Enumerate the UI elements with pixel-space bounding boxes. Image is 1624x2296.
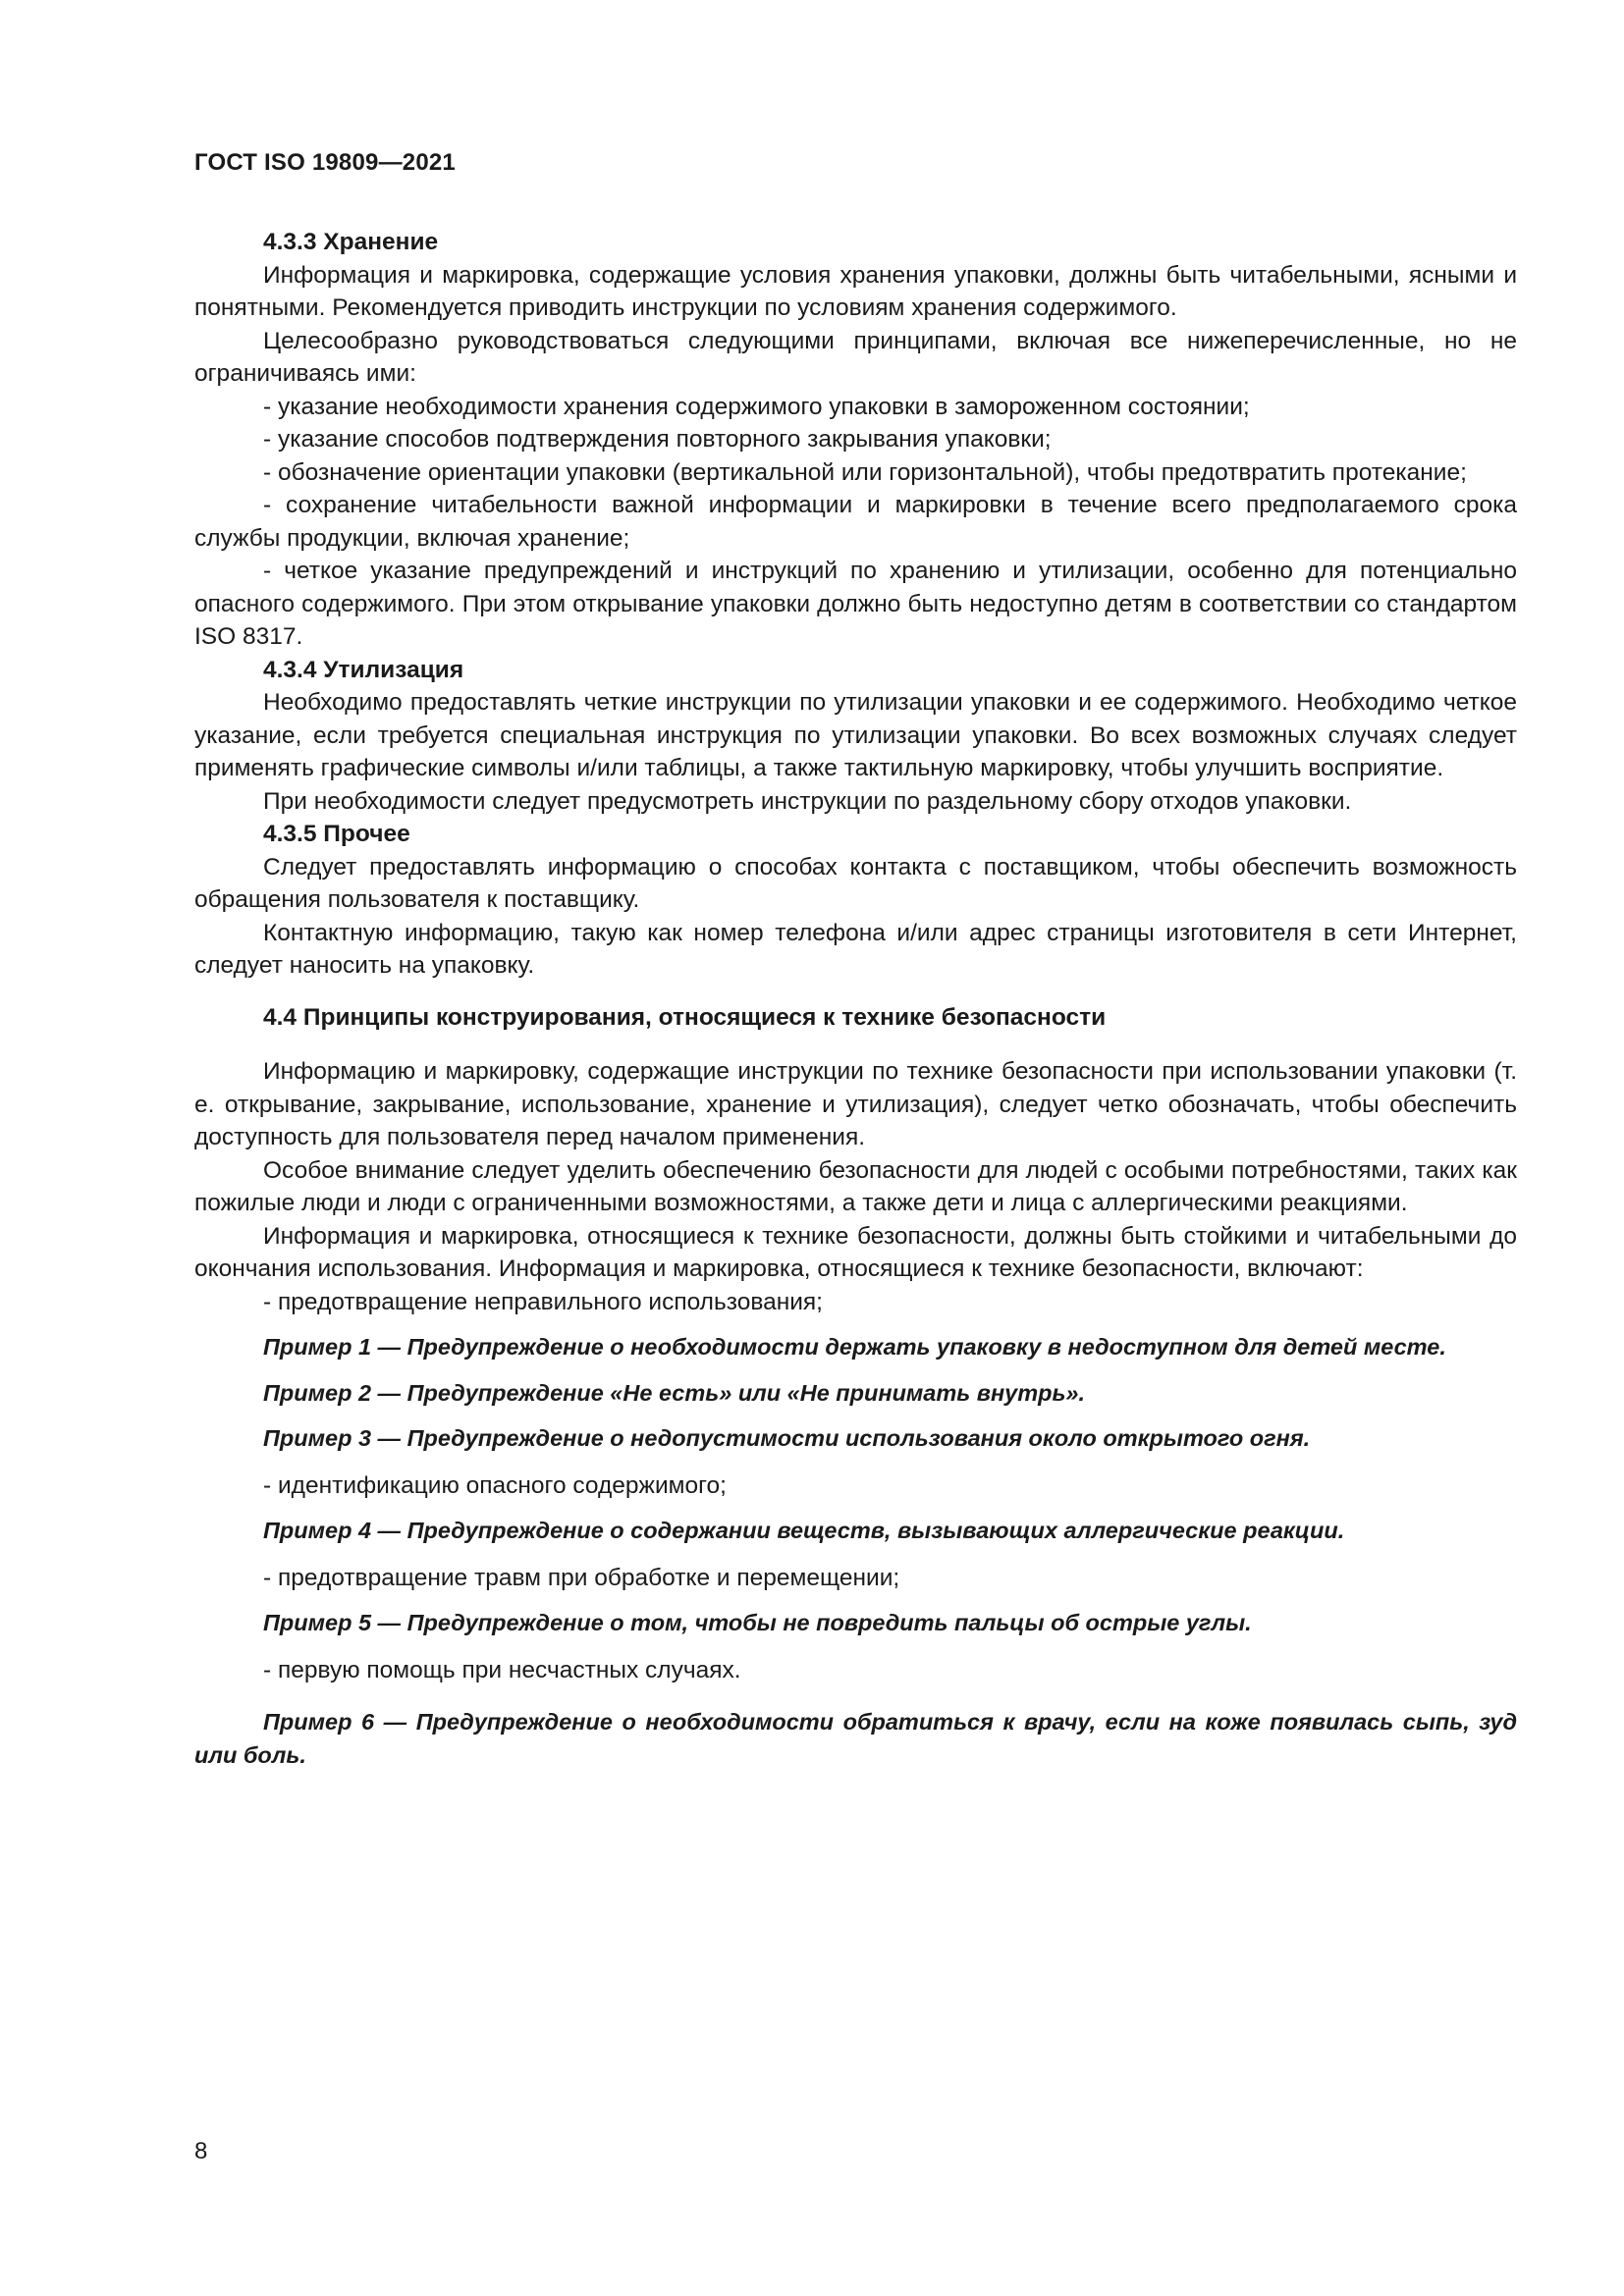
list-item: - первую помощь при несчастных случаях. xyxy=(263,1656,741,1683)
list-item: - четкое указание предупреждений и инструкций по хранению и утилизации, особенно для потенциально опасного содержимого. При этом открывание упаковки должно быть недоступно детям в соответствии со стандартом ISO 8317. xyxy=(194,558,1517,650)
list-item: - предотвращение травм при обработке и перемещении; xyxy=(263,1564,900,1591)
paragraph: При необходимости следует предусмотреть инструкции по раздельному сбору отходов упаковки. xyxy=(263,787,1352,815)
example-note: Пример 3 — Предупреждение о недопустимости использования около открытого огня. xyxy=(263,1425,1311,1451)
section-heading-4-4: 4.4 Принципы конструирования, относящиеся к технике безопасности xyxy=(263,1003,1107,1031)
paragraph: Целесообразно руководствоваться следующими принципами, включая все нижеперечисленные, но не ограничиваясь ими: xyxy=(194,327,1517,387)
example-note: Пример 2 — Предупреждение «Не есть» или «Не принимать внутрь». xyxy=(263,1379,1086,1406)
list-item: - указание необходимости хранения содержимого упаковки в замороженном состоянии; xyxy=(263,393,1250,420)
section-heading-4-3-3: 4.3.3 Хранение xyxy=(263,229,439,255)
paragraph: Необходимо предоставлять четкие инструкции по утилизации упаковки и ее содержимого. Необходимо четкое указание, если требуется специальная инструкция по утилизации упаковки. Во всех возможных случаях следует применять графические символы и/или таблицы, а также тактильную маркировку, чтобы улучшить восприятие. xyxy=(194,689,1517,781)
list-item: - предотвращение неправильного использования; xyxy=(263,1288,823,1315)
paragraph: Следует предоставлять информацию о способах контакта с поставщиком, чтобы обеспечить возможность обращения пользователя к поставщику. xyxy=(194,853,1517,913)
section-heading-4-3-5: 4.3.5 Прочее xyxy=(263,821,410,847)
paragraph: Контактную информацию, такую как номер телефона и/или адрес страницы изготовителя в сети Интернет, следует наносить на упаковку. xyxy=(194,919,1517,979)
example-note: Пример 1 — Предупреждение о необходимости держать упаковку в недоступном для детей месте. xyxy=(263,1334,1446,1360)
list-item: - обозначение ориентации упаковки (вертикальной или горизонтальной), чтобы предотвратить протекание; xyxy=(263,458,1467,486)
page-number: 8 xyxy=(194,2138,208,2164)
example-note: Пример 5 — Предупреждение о том, чтобы не повредить пальцы об острые углы. xyxy=(263,1610,1252,1635)
section-heading-4-3-4: 4.3.4 Утилизация xyxy=(263,656,464,683)
list-item: - сохранение читабельности важной информации и маркировки в течение всего предполагаемого срока службы продукции, включая хранение; xyxy=(194,492,1517,552)
page-content xyxy=(194,226,1517,1785)
example-note: Пример 4 — Предупреждение о содержании веществ, вызывающих аллергические реакции. xyxy=(263,1518,1345,1543)
paragraph: Информация и маркировка, содержащие условия хранения упаковки, должны быть читабельными, ясными и понятными. Рекомендуется приводить инструкции по условиям хранения содержимого. xyxy=(194,261,1517,321)
document-header: ГОСТ ISO 19809—2021 xyxy=(194,149,456,176)
list-item: - идентификацию опасного содержимого; xyxy=(263,1471,727,1499)
paragraph: Информацию и маркировку, содержащие инструкции по технике безопасности при использовании упаковки (т. е. открывание, закрывание, использование, хранение и утилизация), следует четко обозначать, чтобы обеспечить доступность для пользователя перед началом применения. xyxy=(194,1058,1517,1150)
list-item: - указание способов подтверждения повторного закрывания упаковки; xyxy=(263,426,1052,453)
example-note: Пример 6 — Предупреждение о необходимости обратиться к врачу, если на коже появилась сыпь, зуд или боль. xyxy=(194,1709,1517,1768)
paragraph: Информация и маркировка, относящиеся к технике безопасности, должны быть стойкими и читабельными до окончания использования. Информация и маркировка, относящиеся к технике безопасности, включают: xyxy=(194,1222,1517,1282)
paragraph: Особое внимание следует уделить обеспечению безопасности для людей с особыми потребностями, таких как пожилые люди и люди с ограниченными возможностями, а также дети и лица с аллергическими реакциями. xyxy=(194,1156,1517,1216)
